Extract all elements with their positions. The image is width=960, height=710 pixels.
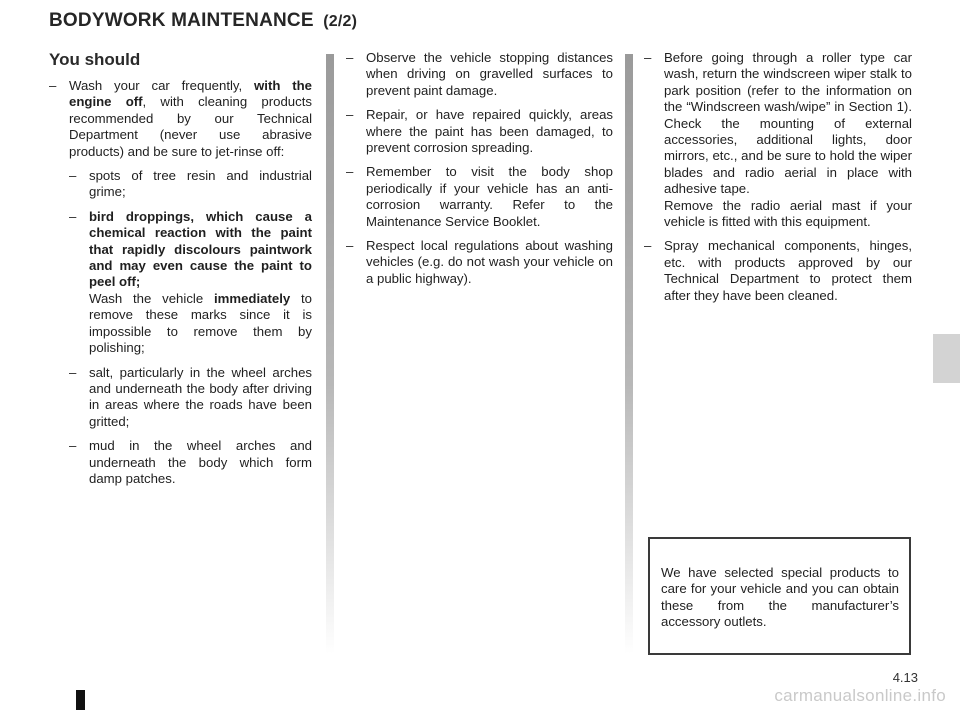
list-item-text: Remember to visit the body shop periodically if your vehicle has an anti-corrosion warranty. Refer to the Maintenance Service Booklet. [366, 164, 613, 229]
list-item-wash [49, 78, 312, 487]
sub-item-followup [89, 291, 312, 357]
followup-pre: Wash the vehicle [89, 290, 214, 306]
list-item-text: Respect local regulations about washing vehicles (e.g. do not wash your vehicle on a public highway). [366, 238, 613, 286]
column-divider [625, 54, 633, 654]
dash-bullet: – [346, 238, 354, 254]
list-item-text: Before going through a roller type car wash, return the windscreen wiper stalk to park position (refer to the information on the “Windscreen wash/wipe” in Section 1). Check the mounting of external accessories, additional lights, door mirrors, etc., and be sure to hold the wiper blades and radio aerial in place with adhesive tape. [664, 50, 912, 197]
dash-bullet: – [69, 438, 77, 454]
sublist [69, 168, 312, 487]
sub-item-bird-droppings [69, 209, 312, 357]
sub-item-mud [69, 438, 312, 487]
crop-mark [76, 690, 85, 710]
list-item-text: Spray mechanical components, hinges, etc. with products approved by our Technical Department to protect them after they have been cleaned. [664, 238, 912, 303]
column-divider [326, 54, 334, 654]
sub-item-text-bold [89, 209, 312, 291]
page-number: 4.13 [892, 670, 918, 685]
column-left [49, 50, 312, 495]
list-item [346, 238, 613, 287]
page-title-text: BODYWORK MAINTENANCE [49, 10, 314, 31]
section-heading: You should [49, 50, 141, 69]
page-title [49, 10, 357, 32]
list-item [346, 50, 613, 99]
wash-text-post: , with cleaning products recommended by our Technical Department (never use abrasive products) and be sure to jet-rinse off: [69, 94, 312, 159]
sub-item-text: spots of tree resin and industrial grime; [89, 168, 312, 200]
column-right [644, 50, 912, 312]
wash-text-bold: with the engine off [69, 78, 312, 110]
section-tab [933, 334, 960, 383]
dash-bullet: – [346, 107, 354, 123]
dash-bullet: – [69, 168, 77, 184]
list-item-text: Observe the vehicle stopping distances when driving on gravelled surfaces to prevent paint damage. [366, 50, 613, 98]
followup-bold: immediately [213, 290, 291, 306]
bird-droppings-warning: bird droppings, which cause a chemical reaction with the paint that rapidly discolours paintwork and may even cause the paint to peel off; [89, 208, 312, 290]
column-middle [346, 50, 613, 295]
sub-item-salt [69, 365, 312, 431]
list-item-text: Repair, or have repaired quickly, areas where the paint has been damaged, to prevent corrosion spreading. [366, 107, 613, 156]
list-item [346, 164, 613, 230]
dash-bullet: – [346, 164, 354, 180]
wash-instruction [69, 78, 312, 160]
dash-bullet: – [49, 78, 57, 93]
info-box [648, 537, 911, 655]
list-item-car-wash [644, 50, 912, 230]
list-item [346, 107, 613, 156]
page-title-suffix: (2/2) [323, 13, 358, 30]
dash-bullet: – [69, 208, 77, 224]
sub-item-resin [69, 168, 312, 201]
list-item-spray [644, 238, 912, 304]
dash-bullet: – [644, 50, 652, 65]
info-box-text: We have selected special products to care for your vehicle and you can obtain these from the manufacturer’s accessory outlets. [661, 565, 899, 630]
wash-text-pre: Wash your car frequently, [69, 78, 255, 93]
dash-bullet: – [644, 238, 652, 254]
watermark: carmanualsonline.info [774, 686, 946, 705]
sub-item-text: salt, particularly in the wheel arches and underneath the body after driving in areas where the roads have been gritted; [89, 364, 312, 429]
sub-item-text: mud in the wheel arches and underneath the body which form damp patches. [89, 438, 312, 486]
dash-bullet: – [69, 364, 77, 380]
followup-post: to remove these marks since it is impossible to remove them by polishing; [89, 290, 312, 356]
aerial-note: Remove the radio aerial mast if your vehicle is fitted with this equipment. [664, 197, 912, 230]
dash-bullet: – [346, 50, 354, 65]
